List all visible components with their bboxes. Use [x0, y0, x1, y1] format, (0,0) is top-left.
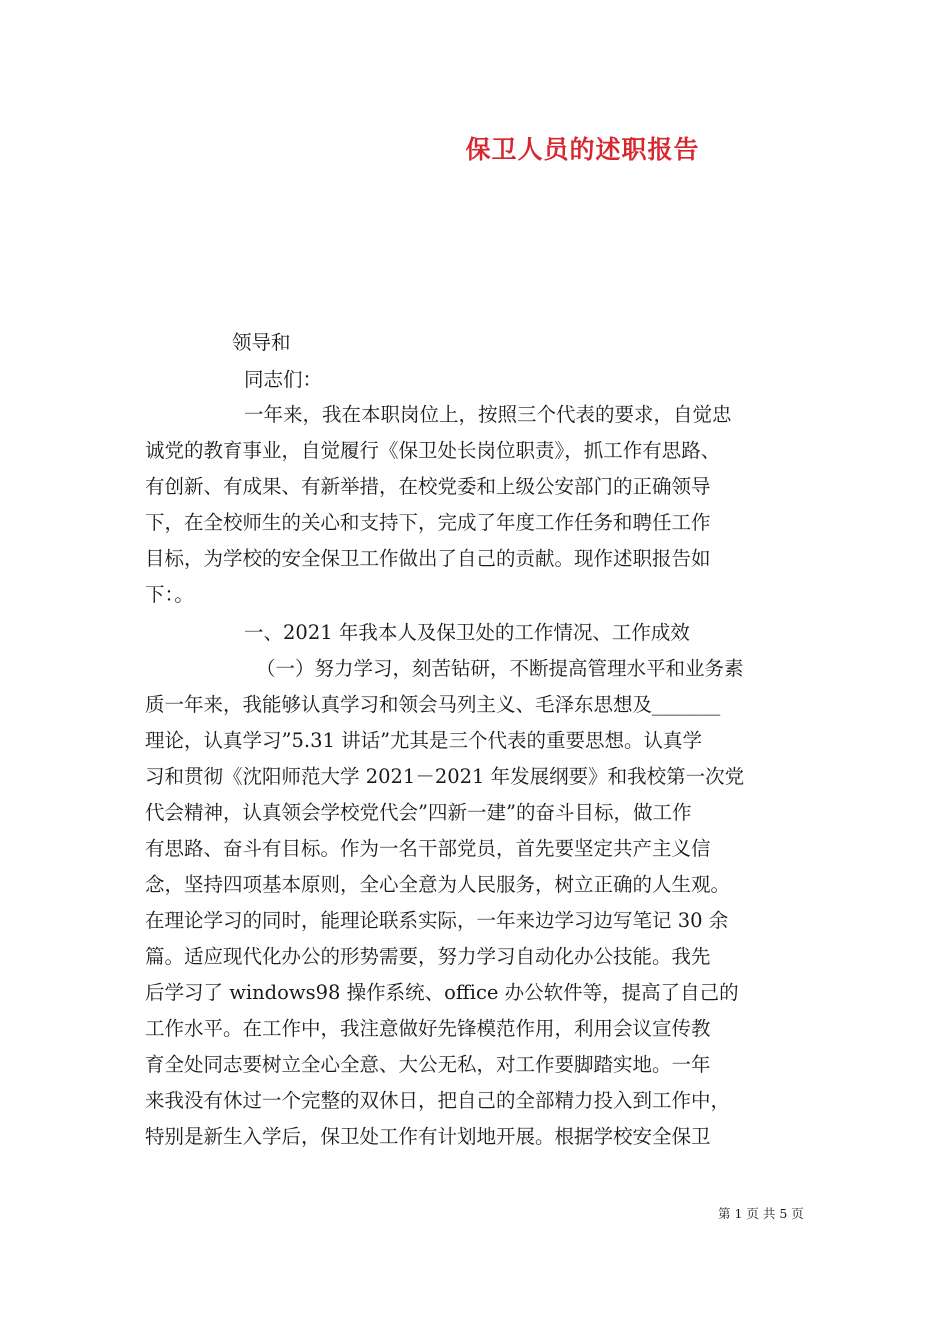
body-line: 念，坚持四项基本原则，全心全意为人民服务，树立正确的人生观。 [145, 873, 731, 896]
body-line: 下，在全校师生的关心和支持下，完成了年度工作任务和聘任工作 [145, 511, 711, 534]
subsection-heading: （一）努力学习，刻苦钻研，不断提高管理水平和业务素 [256, 657, 744, 680]
body-line: 诚党的教育事业，自觉履行《保卫处长岗位职责》，抓工作有思路、 [145, 439, 721, 462]
body-line: 有思路、奋斗有目标。作为一名干部党员，首先要坚定共产主义信 [145, 837, 711, 860]
body-line: 有创新、有成果、有新举措，在校党委和上级公安部门的正确领导 [145, 475, 711, 498]
body-line: 理论，认真学习”5.31 讲话”尤其是三个代表的重要思想。认真学 [145, 729, 703, 752]
body-line: 一年来，我在本职岗位上，按照三个代表的要求，自觉忠 [244, 403, 732, 426]
body-line: 目标，为学校的安全保卫工作做出了自己的贡献。现作述职报告如 [145, 547, 711, 570]
body-line: 下：。 [145, 583, 194, 606]
document-title: 保卫人员的述职报告 [465, 135, 700, 164]
body-line: 在理论学习的同时，能理论联系实际，一年来边学习边写笔记 30 余 [145, 909, 729, 932]
salutation-line-2: 同志们： [244, 368, 323, 391]
body-line: 后学习了 windows98 操作系统、office 办公软件等，提高了自己的 [145, 981, 739, 1004]
body-line: 篇。适应现代化办公的形势需要，努力学习自动化办公技能。我先 [145, 945, 711, 968]
body-line: 代会精神，认真领会学校党代会”四新一建”的奋斗目标，做工作 [145, 801, 692, 824]
page-number-footer: 第 1 页 共 5 页 [718, 1206, 804, 1221]
body-line: 质一年来，我能够认真学习和领会马列主义、毛泽东思想及_______ [145, 693, 721, 716]
section-heading: 一、2021 年我本人及保卫处的工作情况、工作成效 [244, 621, 690, 644]
body-line: 工作水平。在工作中，我注意做好先锋模范作用，利用会议宣传教 [145, 1017, 711, 1040]
body-line: 育全处同志要树立全心全意、大公无私，对工作要脚踏实地。一年 [145, 1053, 711, 1076]
salutation-line-1: 领导和 [232, 331, 291, 354]
body-line: 来我没有休过一个完整的双休日，把自己的全部精力投入到工作中， [145, 1089, 731, 1112]
body-line: 特别是新生入学后，保卫处工作有计划地开展。根据学校安全保卫 [145, 1125, 711, 1148]
body-line: 习和贯彻《沈阳师范大学 2021－2021 年发展纲要》和我校第一次党 [145, 765, 745, 788]
